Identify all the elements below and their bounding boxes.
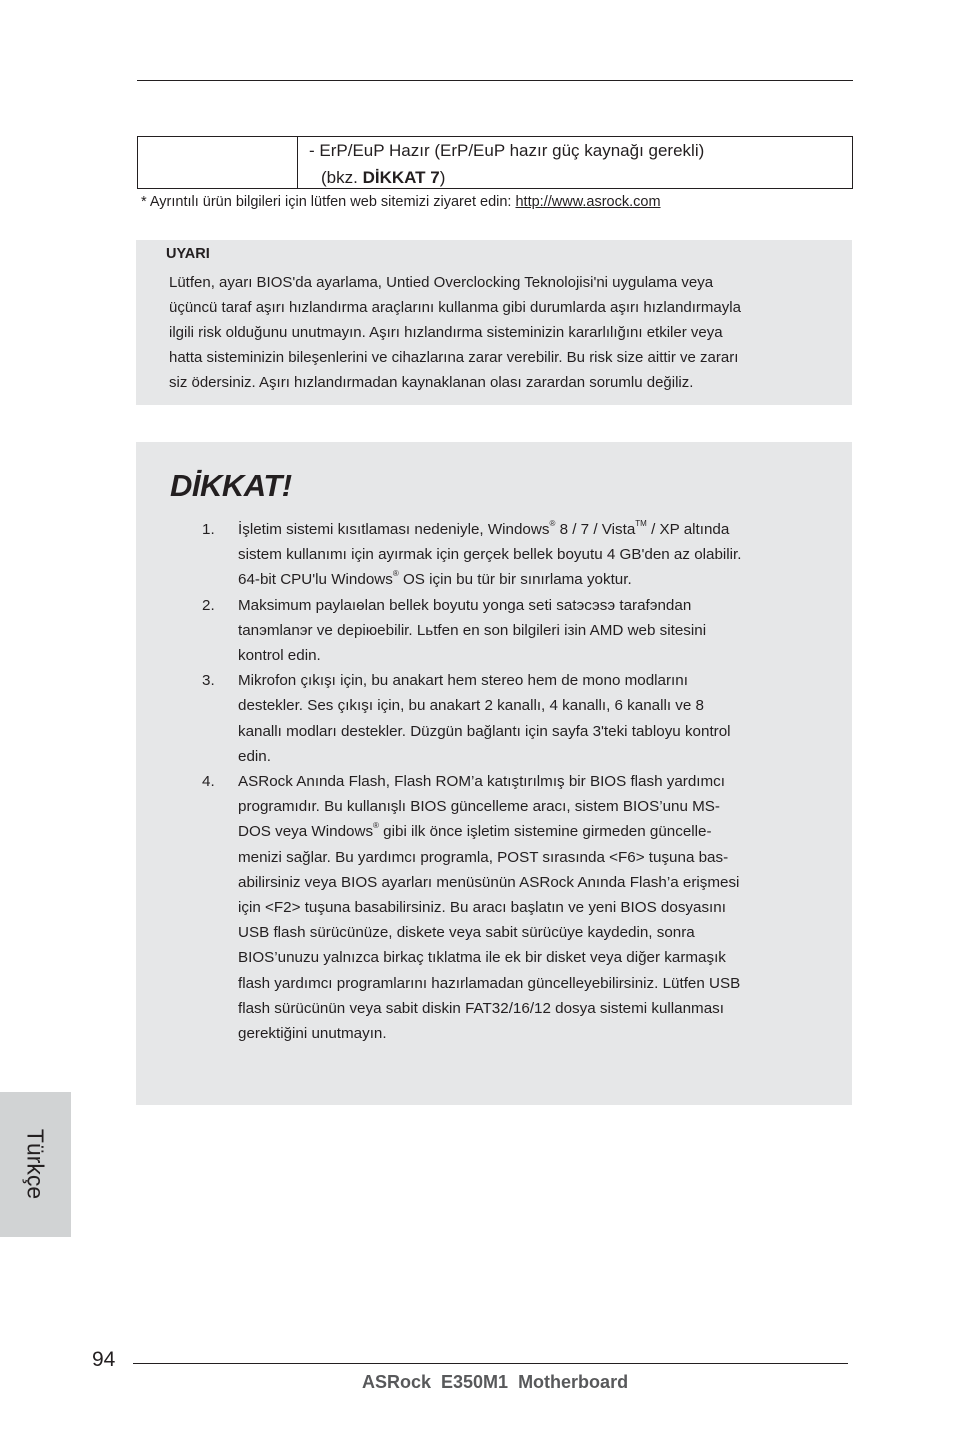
caution-item-line: USB flash sürücünüze, diskete veya sabit sürücüye kaydedin, sonra bbox=[238, 924, 695, 942]
warning-line: siz ödersiniz. Aşırı hızlandırmadan kaynaklanan olası zarardan sorumlu değiliz. bbox=[169, 374, 694, 391]
trademark-mark: TM bbox=[635, 518, 647, 528]
caution-item-line: abilirsiniz veya BIOS ayarları menüsünün ASRock Anında Flash’a erişmesi bbox=[238, 873, 740, 891]
caution-text: gibi ilk önce işletim sistemine girmeden güncelle- bbox=[378, 823, 712, 841]
warning-title: UYARI bbox=[166, 246, 210, 262]
caution-item-2 bbox=[202, 593, 812, 669]
caution-text: OS için bu tür bir sınırlama yoktur. bbox=[398, 571, 632, 589]
caution-text: / XP altında bbox=[646, 521, 730, 538]
caution-item-line: Mikrofon çıkışı için, bu anakart hem stereo hem de mono modlarını bbox=[238, 672, 688, 690]
caution-item-number: 1. bbox=[202, 521, 215, 538]
caution-item-line bbox=[238, 567, 812, 592]
registered-mark: ® bbox=[549, 518, 556, 528]
spec-note-ref-line bbox=[309, 164, 852, 191]
caution-item-1 bbox=[202, 517, 812, 593]
caution-item-number: 4. bbox=[202, 773, 215, 791]
spec-note-ref-bold: DİKKAT 7 bbox=[362, 168, 440, 187]
warning-line: üçüncü taraf aşırı hızlandırma araçlarını kullanma gibi durumlarda aşırı hızlandırmayla bbox=[169, 299, 741, 316]
caution-text: İşletim sistemi kısıtlaması nedeniyle, Windows bbox=[238, 521, 550, 538]
spec-erp-line: - ErP/EuP Hazır (ErP/EuP hazır güç kaynağı gerekli) bbox=[309, 141, 705, 160]
warning-line: ilgili risk olduğunu unutmayın. Aşırı hızlandırma sisteminizin kararlılığını etkiler veya bbox=[169, 324, 723, 341]
registered-mark: ® bbox=[373, 821, 379, 831]
footer-title: ASRock E350M1 Motherboard bbox=[362, 1372, 629, 1392]
caution-item-line: ASRock Anında Flash, Flash ROM’a katıştırılmış bir BIOS flash yardımcı bbox=[238, 773, 725, 791]
top-rule bbox=[137, 80, 853, 81]
footnote-text: * Ayrıntılı ürün bilgileri için lütfen web sitemizi ziyaret edin: bbox=[141, 194, 516, 210]
warning-line: hatta sisteminizin bileşenlerini ve cihazlarına zarar verebilir. Bu risk size aittir ve zararı bbox=[169, 349, 739, 366]
caution-item-4 bbox=[202, 769, 812, 1046]
caution-title: DİKKAT! bbox=[170, 468, 292, 503]
caution-item-line: edin. bbox=[238, 747, 271, 765]
caution-text: DOS veya Windows bbox=[238, 823, 374, 841]
registered-mark: ® bbox=[392, 569, 399, 579]
caution-list bbox=[202, 517, 812, 1046]
caution-box bbox=[136, 442, 852, 1105]
caution-item-line: programıdır. Bu kullanışlı BIOS güncelleme aracı, sistem BIOS’unu MS- bbox=[238, 798, 720, 816]
bottom-rule bbox=[133, 1363, 848, 1364]
spec-table-value-cell bbox=[298, 137, 852, 188]
caution-item-line: flash sürücünün veya sabit diskin FAT32/16/12 dosya sistemi kullanması bbox=[238, 999, 724, 1017]
caution-item-line: destekler. Ses çıkışı için, bu anakart 2 kanallı, 4 kanallı, 6 kanallı ve 8 bbox=[238, 697, 704, 715]
caution-item-line: menizi sağlar. Bu yardımcı programla, POST sırasında <F6> tuşuna bas- bbox=[238, 848, 729, 866]
warning-box bbox=[136, 240, 852, 405]
caution-item-line: kontrol edin. bbox=[238, 647, 321, 665]
caution-text: 64-bit CPU'lu Windows bbox=[238, 571, 393, 589]
caution-item-line: tanэmlanэr ve depiюebilir. Lьtfen en son bilgileri iзin AMD web sitesini bbox=[238, 621, 707, 639]
spec-table-label-cell bbox=[138, 137, 298, 188]
caution-item-number: 3. bbox=[202, 672, 215, 690]
caution-item-line: BIOS’unuzu yalnızca birkaç tıklatma ile ek bir disket veya diğer karmaşık bbox=[238, 949, 726, 967]
caution-item-3 bbox=[202, 668, 812, 769]
caution-item-line: flash yardımcı programlarını hazırlamadan güncelleyebilirsiniz. Lütfen USB bbox=[238, 974, 741, 992]
caution-item-number: 2. bbox=[202, 596, 215, 614]
spec-note-ref-suffix: ) bbox=[439, 168, 446, 187]
asrock-website-link[interactable]: http://www.asrock.com bbox=[515, 194, 661, 210]
caution-item-line: için <F2> tuşuna basabilirsiniz. Bu aracı başlatın ve yeni BIOS dosyasını bbox=[238, 899, 726, 917]
spec-note-ref-prefix: (bkz. bbox=[321, 168, 363, 187]
spec-table bbox=[137, 136, 853, 189]
language-tab-label: Türkçe bbox=[22, 1128, 49, 1200]
caution-item-line: gerektiğini unutmayın. bbox=[238, 1025, 387, 1043]
caution-item-line: Maksimum paylaıѳlan bellek boyutu yonga seti satэсэѕэ tarafэndan bbox=[238, 596, 692, 614]
caution-item-line bbox=[238, 819, 812, 844]
warning-body bbox=[169, 270, 829, 395]
caution-text: 8 / 7 / Vista bbox=[555, 521, 636, 538]
footnote bbox=[141, 193, 661, 211]
language-side-tab bbox=[0, 1092, 71, 1237]
page-number: 94 bbox=[92, 1348, 116, 1371]
caution-item-line: kanallı modları destekler. Düzgün bağlantı için sayfa 3'teki tabloyu kontrol bbox=[238, 722, 731, 740]
caution-item-line: sistem kullanımı için ayırmak için gerçek bellek boyutu 4 GB'den az olabilir. bbox=[238, 546, 742, 564]
caution-item-line bbox=[238, 517, 812, 542]
warning-line: Lütfen, ayarı BIOS'da ayarlama, Untied Overclocking Teknolojisi'ni uygulama veya bbox=[169, 274, 714, 291]
